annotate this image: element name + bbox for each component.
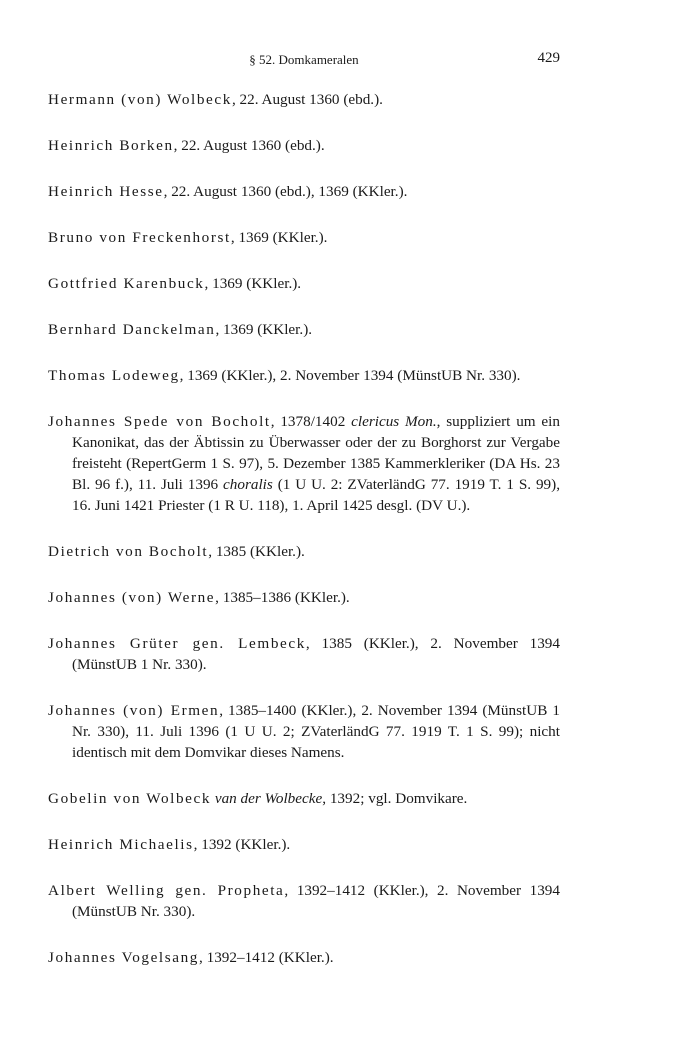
entry-italic-term: clericus Mon. xyxy=(351,413,437,430)
entry-name: Johannes (von) Werne xyxy=(48,589,216,606)
entry-dietrich-von-bocholt xyxy=(48,541,560,562)
entry-name: Johannes Spede von Bocholt xyxy=(48,413,271,430)
running-title: § 52. Domkameralen xyxy=(249,52,359,67)
entry-text: , 1385 (KKler.), 2. November 1394 (MünstUB 1 Nr. 330). xyxy=(72,635,560,673)
entry-heinrich-hesse xyxy=(48,181,560,202)
entry-gobelin-von-wolbeck xyxy=(48,788,560,809)
entry-text: , 1385–1386 (KKler.). xyxy=(215,589,350,606)
entry-name: Bernhard Danckelman xyxy=(48,321,216,338)
entry-text: , 22. August 1360 (ebd.), 1369 (KKler.). xyxy=(163,183,408,200)
entry-johannes-spede-von-bocholt xyxy=(48,411,560,516)
entry-johannes-von-werne xyxy=(48,587,560,608)
entry-name: Johannes Grüter gen. Lembeck xyxy=(48,635,306,652)
entry-text: , 1392–1412 (KKler.). xyxy=(199,949,334,966)
entry-name: Heinrich Borken xyxy=(48,137,174,154)
entry-bruno-von-freckenhorst xyxy=(48,227,560,248)
entry-name: Gottfried Karenbuck xyxy=(48,275,205,292)
entry-text: , 1392; vgl. Domvikare. xyxy=(322,790,468,807)
entry-name: Johannes Vogelsang xyxy=(48,949,199,966)
entry-name: Gobelin von Wolbeck xyxy=(48,790,212,807)
entry-bernhard-danckelman xyxy=(48,319,560,340)
entry-name: Dietrich von Bocholt xyxy=(48,543,209,560)
entry-thomas-lodeweg xyxy=(48,365,560,386)
entry-johannes-grueter-gen-lembeck xyxy=(48,633,560,675)
entry-text: , suppliziert um ein Kanonikat, das der Äbtissin zu Überwasser oder der zu Borghorst zur Vergabe freisteht (RepertGerm 1 S. 97), 5. Dezember 1385 Kammerkleriker (DA Hs. 23 Bl. 96 f.), 11. Juli 1396 xyxy=(72,413,560,493)
running-head xyxy=(48,50,560,70)
entry-italic-term: van der Wolbecke xyxy=(214,790,323,807)
entry-text: , 1385 (KKler.). xyxy=(208,543,305,560)
entry-text: , 1369 (KKler.), 2. November 1394 (MünstUB Nr. 330). xyxy=(179,367,521,384)
entry-text: , 1392–1412 (KKler.), 2. November 1394 (MünstUB Nr. 330). xyxy=(72,882,560,920)
entry-name: Albert Welling gen. Propheta xyxy=(48,882,285,899)
entry-johannes-von-ermen xyxy=(48,700,560,763)
entry-text: (1 U U. 2: ZVaterländG 77. 1919 T. 1 S. 99), 16. Juni 1421 Priester (1 R U. 118), 1. April 1425 desgl. (DV U.). xyxy=(72,476,560,514)
entry-name: Hermann (von) Wolbeck xyxy=(48,91,232,108)
entry-hermann-von-wolbeck xyxy=(48,89,560,110)
entry-list xyxy=(48,89,560,993)
entry-name: Thomas Lodeweg xyxy=(48,367,180,384)
entry-name: Heinrich Michaelis xyxy=(48,836,194,853)
entry-italic-term: choralis xyxy=(223,476,273,493)
entry-text: , 1378/1402 xyxy=(270,413,352,430)
entry-name: Heinrich Hesse xyxy=(48,183,164,200)
entry-text: , 1369 (KKler.). xyxy=(230,229,328,246)
entry-name: Johannes (von) Ermen xyxy=(48,702,220,719)
entry-johannes-vogelsang xyxy=(48,947,560,968)
entry-text: , 1369 (KKler.). xyxy=(204,275,302,292)
entry-gottfried-karenbuck xyxy=(48,273,560,294)
page-number: 429 xyxy=(537,50,560,66)
entry-text: , 1385–1400 (KKler.), 2. November 1394 (MünstUB 1 Nr. 330), 11. Juli 1396 (1 U U. 2; ZVaterländG 77. 1919 T. 1 S. 99); nicht identisch mit dem Domvikar dieses Namens. xyxy=(72,702,561,761)
entry-heinrich-michaelis xyxy=(48,834,560,855)
entry-albert-welling-gen-propheta xyxy=(48,880,560,922)
entry-heinrich-borken xyxy=(48,135,560,156)
entry-text: , 1369 (KKler.). xyxy=(215,321,313,338)
entry-text: , 22. August 1360 (ebd.). xyxy=(173,137,325,154)
entry-text: , 1392 (KKler.). xyxy=(193,836,291,853)
entry-name: Bruno von Freckenhorst xyxy=(48,229,231,246)
entry-text: , 22. August 1360 (ebd.). xyxy=(231,91,383,108)
